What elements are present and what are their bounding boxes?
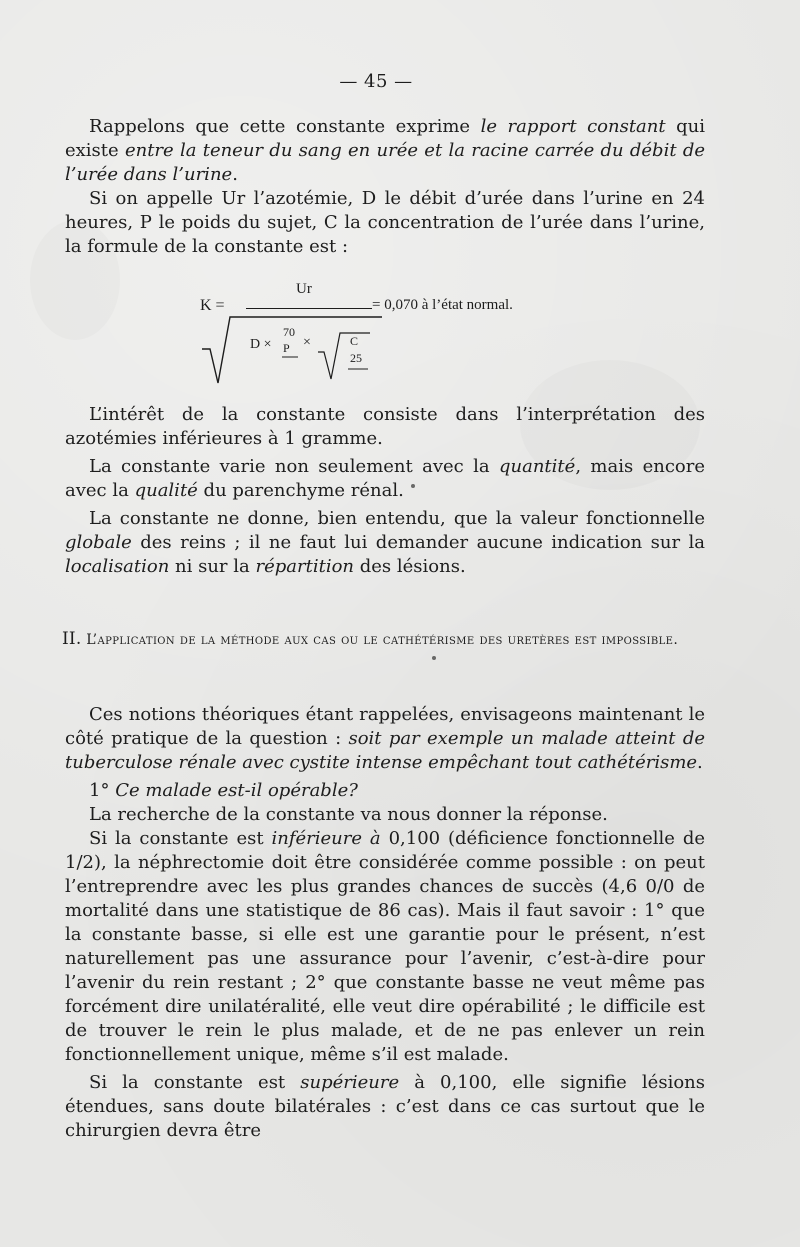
paragraph-text: 0,100 (déficience fonctionnelle de 1/2), la néphrectomie doit être considérée comme possible : on peut l’entreprendre avec les plus grandes chances de succès (4,6 0/0 de mortalité dans une statistique de 86 cas). Mais il faut savoir : 1° que la constante basse, si elle est une garantie pour le présent, n’est naturellement pas une assurance pour l’avenir, c’est-à-dire pour l’avenir du rein restant ; 2° que constante basse ne veut même pas forcément dire unilatéralité, elle veut dire opérabilité ; le difficile est de trouver le rein le plus malade, et de ne pas enlever un rein fonctionnellement unique, même s’il est malade. bbox=[65, 828, 706, 1065]
print-speck bbox=[432, 656, 436, 660]
paragraph-text: du parenchyme rénal. bbox=[197, 480, 404, 501]
italic-phrase: quantité bbox=[498, 456, 576, 477]
italic-phrase: entre la teneur du sang en urée et la racine carrée du débit de l’urée dans l’urine bbox=[65, 140, 705, 185]
paragraph-text: 1° bbox=[89, 780, 116, 801]
paragraph-text: Si la constante est bbox=[89, 828, 272, 849]
formula-fraction-top: 70 bbox=[283, 325, 295, 339]
paragraph-interest: L’intérêt de la constante consiste dans l’interprétation des azotémies inférieures à 1 gramme. bbox=[65, 404, 705, 449]
formula-fraction-bottom: P bbox=[283, 341, 290, 355]
section-title-text: L’application de la méthode aux cas ou le cathétérisme des uretères est impossible. bbox=[86, 632, 679, 648]
paragraph-text: . bbox=[697, 752, 703, 773]
italic-phrase: le rapport constant bbox=[480, 116, 666, 137]
print-speck bbox=[411, 484, 415, 488]
paragraph-text: ni sur la bbox=[169, 556, 256, 577]
paragraph-text: qui existe bbox=[65, 116, 706, 161]
italic-phrase: localisation bbox=[65, 556, 170, 577]
formula-inner-bottom: 25 bbox=[350, 351, 362, 365]
formula-d-times: D × bbox=[250, 337, 272, 352]
italic-phrase: supérieure bbox=[300, 1072, 400, 1093]
paragraph-practical-case bbox=[65, 703, 705, 775]
paragraph-answer-intro: La recherche de la constante va nous donner la réponse. bbox=[89, 804, 608, 825]
paragraph-variables: Si on appelle Ur l’azotémie, D le débit d’urée dans l’urine en 24 heures, P le poids du sujet, C la concentration de l’urée dans l’urine, la formule de la constante est : bbox=[65, 188, 705, 257]
formula-inner-top: C bbox=[350, 334, 359, 348]
italic-phrase: qualité bbox=[134, 480, 198, 501]
italic-phrase: globale bbox=[65, 532, 132, 553]
paragraph-question bbox=[65, 779, 705, 803]
page-number: — 45 — bbox=[339, 71, 413, 92]
paragraph-constant-definition bbox=[65, 115, 705, 187]
paragraph-text: à 0,100, elle signifie lésions étendues, sans doute bilatérales : c’est dans ce cas surtout que le chirurgien devra être bbox=[65, 1072, 705, 1141]
paragraph-text: . bbox=[232, 164, 238, 185]
paragraph-text: des lésions. bbox=[354, 556, 466, 577]
italic-phrase: soit par exemple un malade atteint de tuberculose rénale avec cystite intense empêchant tout cathétérisme bbox=[65, 728, 705, 773]
italic-phrase: inférieure à bbox=[271, 828, 381, 849]
paragraph-text: , mais encore avec la bbox=[65, 456, 705, 501]
paragraph-variation bbox=[65, 455, 705, 503]
constant-formula bbox=[200, 281, 560, 381]
paragraph-text: Rappelons que cette constante exprime bbox=[89, 116, 481, 137]
formula-lhs: K = bbox=[200, 297, 225, 314]
paragraph-lower-constant bbox=[65, 827, 705, 1067]
italic-phrase: répartition bbox=[255, 556, 355, 577]
paragraph-higher-constant bbox=[65, 1071, 705, 1143]
formula-result: = 0,070 à l’état normal. bbox=[372, 297, 513, 313]
formula-numerator: Ur bbox=[296, 281, 312, 297]
paragraph-text: Ces notions théoriques étant rappelées, envisageons maintenant le côté pratique de la question : bbox=[65, 704, 705, 749]
paragraph-text: Si la constante est bbox=[89, 1072, 301, 1093]
formula-times: × bbox=[303, 335, 311, 350]
paragraph-text: La constante ne donne, bien entendu, que la valeur fonctionnelle bbox=[89, 508, 705, 529]
paragraph-text: La constante varie non seulement avec la bbox=[89, 456, 499, 477]
italic-phrase: Ce malade est-il opérable? bbox=[115, 780, 358, 801]
paragraph-text: des reins ; il ne faut lui demander aucune indication sur la bbox=[131, 532, 705, 553]
section-heading bbox=[62, 627, 712, 652]
formula-fraction-bar bbox=[246, 308, 372, 309]
section-number: II. bbox=[62, 629, 82, 649]
paragraph-global-value bbox=[65, 507, 705, 579]
